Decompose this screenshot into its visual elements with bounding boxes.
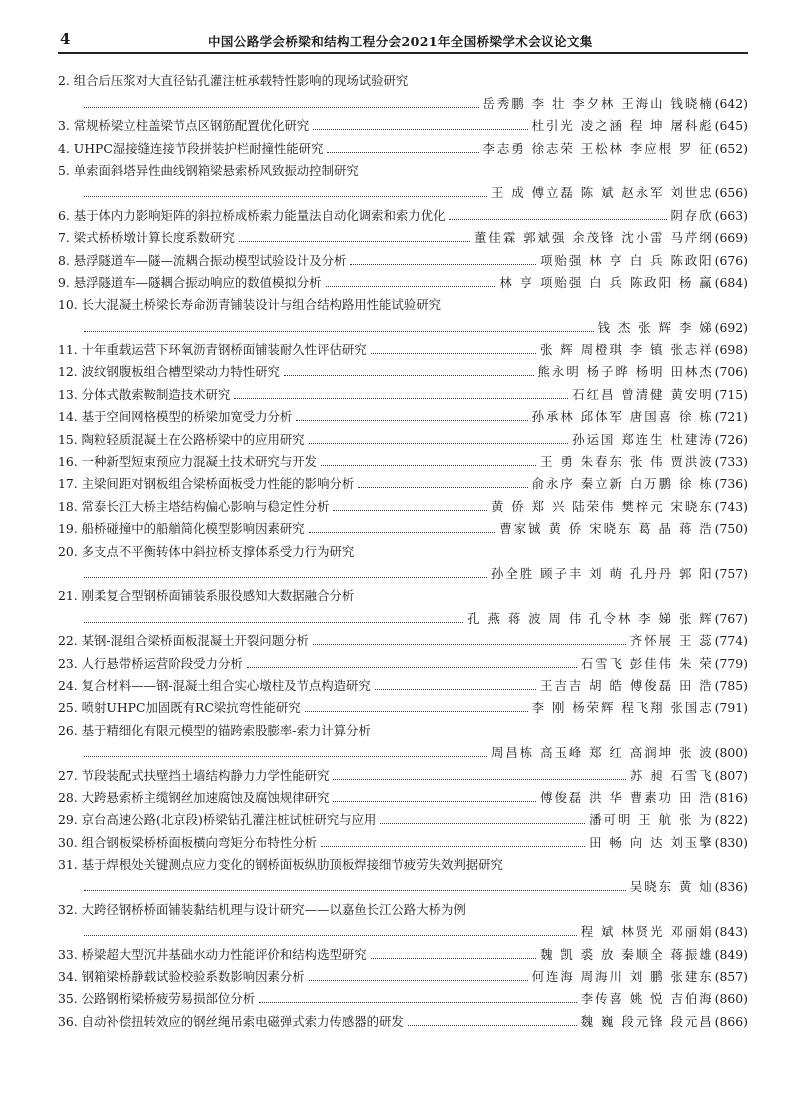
toc-entry bbox=[58, 201, 748, 223]
entry-page: (866) bbox=[714, 1013, 748, 1029]
toc-entry bbox=[58, 694, 748, 716]
dot-leader bbox=[234, 397, 568, 399]
dot-leader bbox=[333, 800, 536, 802]
toc-entry bbox=[58, 157, 748, 202]
entry-page: (830) bbox=[714, 834, 748, 850]
entry-authors: 魏 凯 裘 放 秦顺全 蒋振雄 bbox=[540, 946, 714, 962]
dot-leader bbox=[84, 195, 487, 197]
toc-entry bbox=[58, 851, 748, 896]
entry-title: 15. 陶粒轻质混凝土在公路桥梁中的应用研究 bbox=[58, 431, 305, 447]
entry-page: (733) bbox=[714, 454, 748, 470]
entry-authors: 杜引光 凌之涵 程 坤 屠科彪 bbox=[531, 118, 714, 134]
entry-page: (816) bbox=[714, 789, 748, 805]
dot-leader bbox=[84, 106, 479, 108]
toc-entry bbox=[58, 582, 748, 627]
dot-leader bbox=[247, 666, 577, 668]
dot-leader bbox=[371, 352, 536, 354]
entry-authors: 傅俊磊 洪 华 曹素功 田 浩 bbox=[540, 789, 714, 805]
entry-authors: 孙全胜 顾子丰 刘 萌 孔丹丹 郭 阳 bbox=[490, 565, 714, 581]
dot-leader bbox=[84, 621, 463, 623]
entry-page: (774) bbox=[714, 633, 748, 649]
entry-page: (645) bbox=[714, 118, 748, 134]
entry-page: (791) bbox=[714, 700, 748, 716]
entry-authors: 孔 燕 蒋 波 周 伟 孔令林 李 娣 张 辉 bbox=[467, 610, 714, 626]
entry-authors: 石雪飞 彭佳伟 朱 荣 bbox=[580, 655, 714, 671]
entry-authors: 黄 侨 郑 兴 陆荣伟 樊梓元 宋晓东 bbox=[490, 498, 714, 514]
dot-leader bbox=[449, 218, 666, 220]
toc-entry bbox=[58, 828, 748, 850]
dot-leader bbox=[84, 576, 487, 578]
toc-entry bbox=[58, 492, 748, 514]
toc-entry bbox=[58, 649, 748, 671]
entry-title: 21. 刚柔复合型钢桥面铺装系服役感知大数据融合分析 bbox=[58, 588, 355, 604]
entry-authors: 李志勇 徐志荣 王松林 李应根 罗 征 bbox=[482, 140, 714, 156]
dot-leader bbox=[84, 934, 577, 936]
entry-title: 33. 桥梁超大型沉井基础水动力性能评价和结构选型研究 bbox=[58, 946, 367, 962]
entry-authors: 项贻强 林 亨 白 兵 陈政阳 bbox=[540, 252, 714, 268]
dot-leader bbox=[305, 710, 528, 712]
toc-entry bbox=[58, 269, 748, 291]
entry-title: 2. 组合后压浆对大直径钻孔灌注桩承载特性影响的现场试验研究 bbox=[58, 73, 409, 89]
dot-leader bbox=[296, 419, 527, 421]
entry-page: (767) bbox=[714, 610, 748, 626]
toc-entry bbox=[58, 425, 748, 447]
entry-authors: 李 刚 杨荣辉 程飞翔 张国志 bbox=[531, 700, 714, 716]
page-header bbox=[58, 30, 748, 54]
entry-title: 28. 大跨悬索桥主缆钢丝加速腐蚀及腐蚀规律研究 bbox=[58, 789, 330, 805]
dot-leader bbox=[326, 285, 496, 287]
toc-entry bbox=[58, 380, 748, 402]
entry-page: (800) bbox=[714, 745, 748, 761]
toc-entry bbox=[58, 134, 748, 156]
dot-leader bbox=[313, 128, 527, 130]
dot-leader bbox=[239, 240, 470, 242]
entry-authors: 俞永序 秦立新 白万鹏 徐 栋 bbox=[531, 476, 714, 492]
entry-authors: 王 勇 朱春东 张 伟 贾洪波 bbox=[540, 454, 714, 470]
entry-title: 17. 主梁间距对钢板组合梁桥面板受力性能的影响分析 bbox=[58, 476, 355, 492]
entry-page: (652) bbox=[714, 140, 748, 156]
entry-page: (860) bbox=[714, 991, 748, 1007]
toc-entry bbox=[58, 784, 748, 806]
toc-entry bbox=[58, 112, 748, 134]
running-title: 中国公路学会桥梁和结构工程分会2021年全国桥梁学术会议论文集 bbox=[208, 34, 593, 49]
entry-authors: 吴晓东 黄 灿 bbox=[629, 879, 714, 895]
entry-authors: 魏 巍 段元锋 段元昌 bbox=[580, 1013, 714, 1029]
entry-title: 16. 一种新型短束预应力混凝土技术研究与开发 bbox=[58, 454, 318, 470]
entry-authors: 潘可明 王 航 张 为 bbox=[589, 812, 714, 828]
toc-entry bbox=[58, 403, 748, 425]
entry-authors: 王 成 傅立磊 陈 斌 赵永军 刘世忠 bbox=[490, 185, 714, 201]
entry-page: (785) bbox=[714, 677, 748, 693]
toc-entry bbox=[58, 358, 748, 380]
toc-entry bbox=[58, 448, 748, 470]
toc-entry bbox=[58, 246, 748, 268]
entry-page: (743) bbox=[714, 498, 748, 514]
dot-leader bbox=[333, 778, 625, 780]
toc-entry bbox=[58, 627, 748, 649]
entry-page: (736) bbox=[714, 476, 748, 492]
entry-authors: 孙运国 郑连生 杜建涛 bbox=[572, 431, 714, 447]
entry-page: (656) bbox=[714, 185, 748, 201]
dot-leader bbox=[84, 330, 594, 332]
entry-page: (692) bbox=[714, 319, 748, 335]
entry-title: 19. 船桥碰撞中的船艏简化模型影响因素研究 bbox=[58, 521, 305, 537]
table-of-contents bbox=[58, 67, 748, 1030]
dot-leader bbox=[375, 688, 536, 690]
entry-page: (807) bbox=[714, 767, 748, 783]
entry-page: (779) bbox=[714, 655, 748, 671]
entry-title: 31. 基于焊根处关键测点应力变化的钢桥面板纵肋顶板焊接细节疲劳失效判据研究 bbox=[58, 857, 503, 873]
entry-title: 25. 喷射UHPC加固既有RC梁抗弯性能研究 bbox=[58, 700, 301, 716]
toc-entry bbox=[58, 336, 748, 358]
entry-authors: 齐怀展 王 蕊 bbox=[629, 633, 714, 649]
entry-title: 14. 基于空间网格模型的桥梁加宽受力分析 bbox=[58, 409, 293, 425]
entry-authors: 石红昌 曾清健 黄安明 bbox=[572, 386, 714, 402]
toc-entry bbox=[58, 1007, 748, 1029]
entry-page: (822) bbox=[714, 812, 748, 828]
dot-leader bbox=[309, 979, 528, 981]
entry-title: 35. 公路钢桁梁桥疲劳易损部位分析 bbox=[58, 991, 256, 1007]
toc-entry bbox=[58, 537, 748, 582]
dot-leader bbox=[259, 1001, 577, 1003]
entry-title: 22. 某钢-混组合梁桥面板混凝土开裂问题分析 bbox=[58, 633, 309, 649]
dot-leader bbox=[350, 263, 536, 265]
entry-authors: 钱 杰 张 辉 李 娣 bbox=[597, 319, 714, 335]
entry-authors: 张 辉 周橙琪 李 镇 张志祥 bbox=[540, 342, 714, 358]
dot-leader bbox=[408, 1024, 577, 1026]
entry-title: 32. 大跨径钢桥桥面铺装黏结机理与设计研究——以嘉鱼长江公路大桥为例 bbox=[58, 901, 466, 917]
entry-title: 3. 常规桥梁立柱盖梁节点区钢筋配置优化研究 bbox=[58, 118, 310, 134]
entry-page: (757) bbox=[714, 565, 748, 581]
entry-authors: 程 斌 林贤光 邓丽娟 bbox=[580, 924, 714, 940]
entry-title: 6. 基于体内力影响矩阵的斜拉桥成桥索力能量法自动化调索和索力优化 bbox=[58, 207, 446, 223]
entry-page: (715) bbox=[714, 386, 748, 402]
entry-title: 29. 京台高速公路(北京段)桥梁钻孔灌注桩试桩研究与应用 bbox=[58, 812, 377, 828]
toc-entry bbox=[58, 291, 748, 336]
entry-authors: 岳秀鹏 李 壮 李夕林 王海山 钱晓楠 bbox=[482, 95, 714, 111]
entry-authors: 董佳霖 郭斌强 余茂锋 沈小雷 马芹纲 bbox=[474, 230, 714, 246]
entry-page: (721) bbox=[714, 409, 748, 425]
entry-authors: 王吉吉 胡 皓 傅俊磊 田 浩 bbox=[540, 677, 714, 693]
dot-leader bbox=[358, 486, 527, 488]
dot-leader bbox=[284, 374, 534, 376]
entry-authors: 田 畅 向 达 刘玉擎 bbox=[589, 834, 714, 850]
entry-page: (836) bbox=[714, 879, 748, 895]
toc-entry bbox=[58, 895, 748, 940]
entry-page: (663) bbox=[714, 207, 748, 223]
dot-leader bbox=[321, 464, 536, 466]
entry-page: (750) bbox=[714, 521, 748, 537]
entry-authors: 林 亨 项贻强 白 兵 陈政阳 杨 赢 bbox=[499, 274, 714, 290]
entry-title: 7. 梁式桥桥墩计算长度系数研究 bbox=[58, 230, 235, 246]
toc-entry bbox=[58, 985, 748, 1007]
dot-leader bbox=[371, 957, 536, 959]
dot-leader bbox=[309, 442, 569, 444]
entry-page: (698) bbox=[714, 342, 748, 358]
entry-authors: 李传喜 姚 悦 吉伯海 bbox=[580, 991, 714, 1007]
dot-leader bbox=[84, 755, 487, 757]
entry-title: 30. 组合钢板梁桥桥面板横向弯矩分布特性分析 bbox=[58, 834, 318, 850]
entry-title: 5. 单索面斜塔异性曲线钢箱梁悬索桥风致振动控制研究 bbox=[58, 162, 359, 178]
entry-authors: 周昌栋 高玉峰 郑 红 高润坤 张 波 bbox=[490, 745, 714, 761]
entry-title: 34. 钢箱梁桥静载试验校验系数影响因素分析 bbox=[58, 969, 305, 985]
entry-title: 27. 节段装配式扶壁挡土墙结构静力力学性能研究 bbox=[58, 767, 330, 783]
dot-leader bbox=[380, 822, 585, 824]
entry-title: 23. 人行悬带桥运营阶段受力分析 bbox=[58, 655, 243, 671]
entry-page: (684) bbox=[714, 274, 748, 290]
entry-page: (843) bbox=[714, 924, 748, 940]
dot-leader bbox=[313, 643, 626, 645]
entry-title: 26. 基于精细化有限元模型的锚跨索股膨率-索力计算分析 bbox=[58, 722, 371, 738]
dot-leader bbox=[309, 531, 496, 533]
entry-title: 13. 分体式散索鞍制造技术研究 bbox=[58, 386, 231, 402]
dot-leader bbox=[84, 889, 626, 891]
entry-authors: 熊永明 杨子晔 杨明 田林杰 bbox=[537, 364, 714, 380]
toc-entry bbox=[58, 470, 748, 492]
entry-title: 18. 常泰长江大桥主塔结构偏心影响与稳定性分析 bbox=[58, 498, 330, 514]
entry-title: 9. 悬浮隧道车—隧耦合振动响应的数值模拟分析 bbox=[58, 274, 322, 290]
entry-title: 4. UHPC湿接缝连接节段拼装护栏耐撞性能研究 bbox=[58, 140, 324, 156]
entry-authors: 苏 昶 石雪飞 bbox=[629, 767, 714, 783]
entry-page: (642) bbox=[714, 95, 748, 111]
toc-entry bbox=[58, 963, 748, 985]
entry-authors: 曹家铖 黄 侨 宋晓东 葛 晶 蒋 浩 bbox=[499, 521, 714, 537]
toc-entry bbox=[58, 224, 748, 246]
entry-page: (857) bbox=[714, 969, 748, 985]
toc-entry bbox=[58, 672, 748, 694]
entry-title: 24. 复合材料——钢-混凝土组合实心墩柱及节点构造研究 bbox=[58, 677, 371, 693]
entry-authors: 阴存欣 bbox=[670, 207, 714, 223]
entry-page: (849) bbox=[714, 946, 748, 962]
entry-page: (706) bbox=[714, 364, 748, 380]
toc-entry bbox=[58, 806, 748, 828]
dot-leader bbox=[333, 509, 486, 511]
toc-entry bbox=[58, 716, 748, 761]
entry-page: (726) bbox=[714, 431, 748, 447]
entry-title: 36. 自动补偿扭转效应的钢丝绳吊索电磁弹式索力传感器的研发 bbox=[58, 1013, 404, 1029]
dot-leader bbox=[321, 845, 585, 847]
dot-leader bbox=[327, 151, 478, 153]
entry-authors: 何连海 周海川 刘 鹏 张建东 bbox=[531, 969, 714, 985]
entry-title: 11. 十年重载运营下环氧沥青钢桥面铺装耐久性评估研究 bbox=[58, 342, 367, 358]
toc-entry bbox=[58, 515, 748, 537]
entry-authors: 孙承林 邱体军 唐国喜 徐 栋 bbox=[531, 409, 714, 425]
entry-title: 20. 多支点不平衡转体中斜拉桥支撑体系受力行为研究 bbox=[58, 543, 355, 559]
toc-entry bbox=[58, 761, 748, 783]
toc-entry bbox=[58, 940, 748, 962]
entry-page: (669) bbox=[714, 230, 748, 246]
entry-title: 10. 长大混凝土桥梁长寿命沥青铺装设计与组合结构路用性能试验研究 bbox=[58, 297, 441, 313]
entry-title: 8. 悬浮隧道车—隧—流耦合振动模型试验设计及分析 bbox=[58, 252, 347, 268]
page-number: 4 bbox=[60, 30, 71, 48]
entry-page: (676) bbox=[714, 252, 748, 268]
toc-entry bbox=[58, 67, 748, 112]
entry-title: 12. 波纹钢腹板组合槽型梁动力特性研究 bbox=[58, 364, 280, 380]
